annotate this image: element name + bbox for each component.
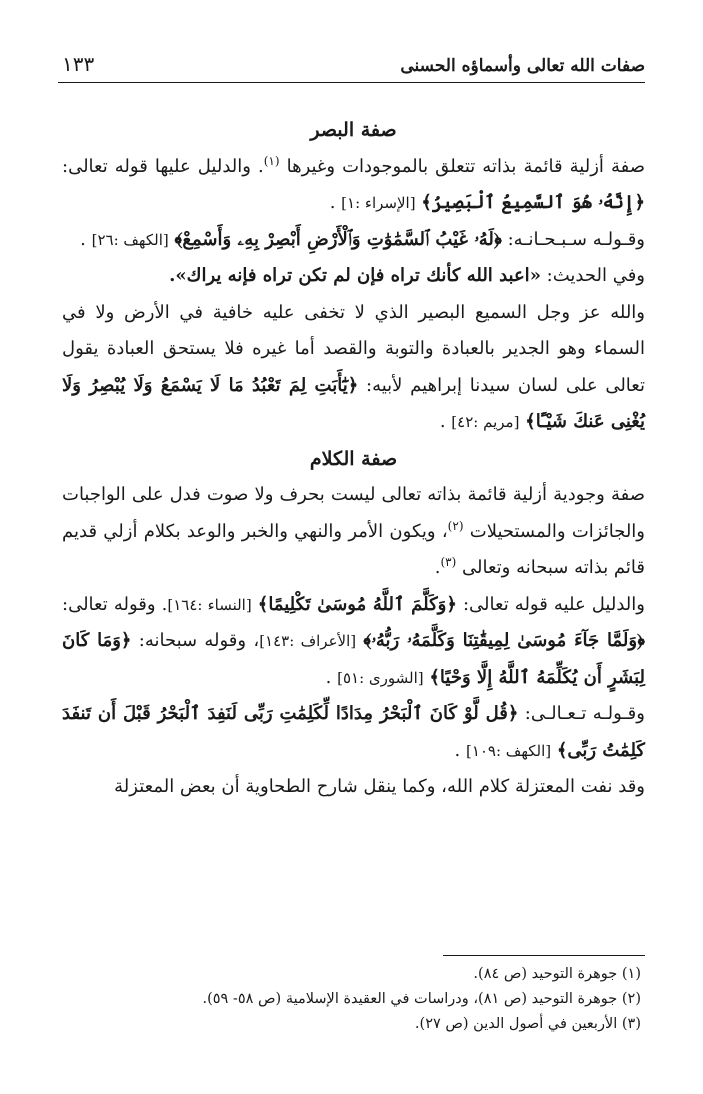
text: ، ويكون الأمر والنهي والخبر والوعد بكلام أزلي قديم قائم بذاته سبحانه وتعالى: [62, 520, 645, 578]
section-heading-basar: صفة البصر: [310, 119, 397, 141]
text: والدليل عليه قوله تعالى:: [462, 593, 645, 615]
footnotes: [62, 962, 641, 1037]
citation: [الشورى :٥١]: [337, 668, 424, 687]
page-number: ١٣٣: [62, 52, 95, 76]
quran-quote: ﴿يَٰٓأَبَتِ لِمَ تَعْبُدُ مَا لَا يَسْمَعُ وَلَا يُبْصِرُ وَلَا يُغْنِى عَنكَ شَيْـًٔا﴾: [62, 374, 645, 432]
citation: [النساء :١٦٤]: [167, 595, 252, 614]
quran-quote: ﴿إِنَّهُۥ هُوَ ٱلسَّمِيعُ ٱلْبَصِيرُ﴾: [421, 192, 645, 213]
footnote-ref: (٢): [447, 518, 464, 533]
text: وقد نفت المعتزلة كلام الله، وكما ينقل شارح الطحاوية أن بعض المعتزلة: [114, 776, 645, 797]
text: صفة وجودية أزلية قائمة بذاته تعالى ليست بحرف ولا صوت فدل على الواجبات والجائزات والمستحيلات: [62, 484, 646, 542]
page-body: [62, 112, 645, 806]
text: .: [434, 557, 441, 578]
footnote-ref: (١): [263, 153, 280, 168]
citation: [الإسراء :١]: [341, 194, 416, 212]
quran-quote: ﴿وَمَا كَانَ لِبَشَرٍ أَن يُكَلِّمَهُ ٱللَّهُ إِلَّا وَحْيًا﴾: [62, 630, 645, 688]
paragraph-basar-hadith: [62, 258, 645, 295]
footnote-ref: (٣): [440, 555, 457, 569]
text: .: [80, 228, 86, 250]
paragraph-basar-definition: [62, 149, 645, 222]
footnote-3: (٣) الأربعين في أصول الدين (ص ٢٧).: [414, 1016, 641, 1032]
paragraph-kalam-evidence: [62, 587, 645, 697]
citation: [الكهف :٢٦]: [91, 230, 169, 249]
text: .: [329, 192, 336, 213]
text: . والدليل عليها قوله تعالى:: [62, 155, 264, 177]
page-header: [58, 50, 645, 83]
text: وقـولـه سـبـحـانـه:: [507, 228, 645, 250]
text: وفي الحديث:: [546, 265, 645, 286]
footnote-divider: [443, 955, 645, 956]
text: .: [439, 411, 446, 432]
paragraph-basar-evidence-2: [62, 222, 645, 259]
footnote-1: (١) جوهرة التوحيد (ص ٨٤).: [473, 966, 641, 982]
text: .: [454, 739, 461, 761]
text: وقـولـه تـعـالـى:: [524, 703, 645, 724]
running-title: صفات الله تعالى وأسماؤه الحسنى: [400, 56, 645, 76]
citation: [الكهف :١٠٩]: [465, 741, 552, 760]
footnote-2: (٢) جوهرة التوحيد (ص ٨١)، ودراسات في العقيدة الإسلامية (ص ٥٨- ٥٩).: [202, 991, 641, 1007]
paragraph-kalam-evidence-2: [62, 696, 645, 769]
citation: [مريم :٤٢]: [451, 413, 520, 431]
quran-quote: ﴿لَهُۥ غَيْبُ ٱلسَّمَٰوَٰتِ وَٱلْأَرْضِ أَبْصِرْ بِهِۦ وَأَسْمِعْ﴾: [174, 228, 502, 250]
quran-quote: ﴿قُل لَّوْ كَانَ ٱلْبَحْرُ مِدَادًا لِّكَلِمَٰتِ رَبِّى لَنَفِدَ ٱلْبَحْرُ قَبْلَ أَن تَنفَدَ كَلِمَٰتُ رَبِّى﴾: [62, 703, 645, 761]
citation: [الأعراف :١٤٣]: [259, 632, 357, 650]
text: ، وقوله سبحانه:: [138, 630, 260, 651]
quran-quote: ﴿وَكَلَّمَ ٱللَّهُ مُوسَىٰ تَكْلِيمًا﴾: [257, 593, 457, 615]
hadith-quote: «اعبد الله كأنك تراه فإن لم تكن تراه فإنه يراك».: [169, 265, 541, 286]
section-heading-kalam: صفة الكلام: [309, 447, 398, 470]
paragraph-kalam-definition: [62, 477, 645, 587]
text: .: [325, 666, 332, 688]
text: والله عز وجل السميع البصير الذي لا تخفى عليه خافية في الأرض ولا في السماء وهو الجدير بالعبادة والتوبة والقصد أما غيره فلا يستحق العبادة يقول تعالى على لسان سيدنا إبراهيم لأبيه:: [62, 301, 646, 396]
quran-quote: ﴿وَلَمَّا جَآءَ مُوسَىٰ لِمِيقَٰتِنَا وَكَلَّمَهُۥ رَبُّهُۥ﴾: [363, 630, 646, 651]
text: صفة أزلية قائمة بذاته تتعلق بالموجودات وغيرها: [286, 155, 645, 177]
paragraph-kalam-mutazila: [62, 769, 645, 806]
text: . وقوله تعالى:: [62, 593, 168, 615]
paragraph-basar-explanation: [62, 295, 645, 441]
